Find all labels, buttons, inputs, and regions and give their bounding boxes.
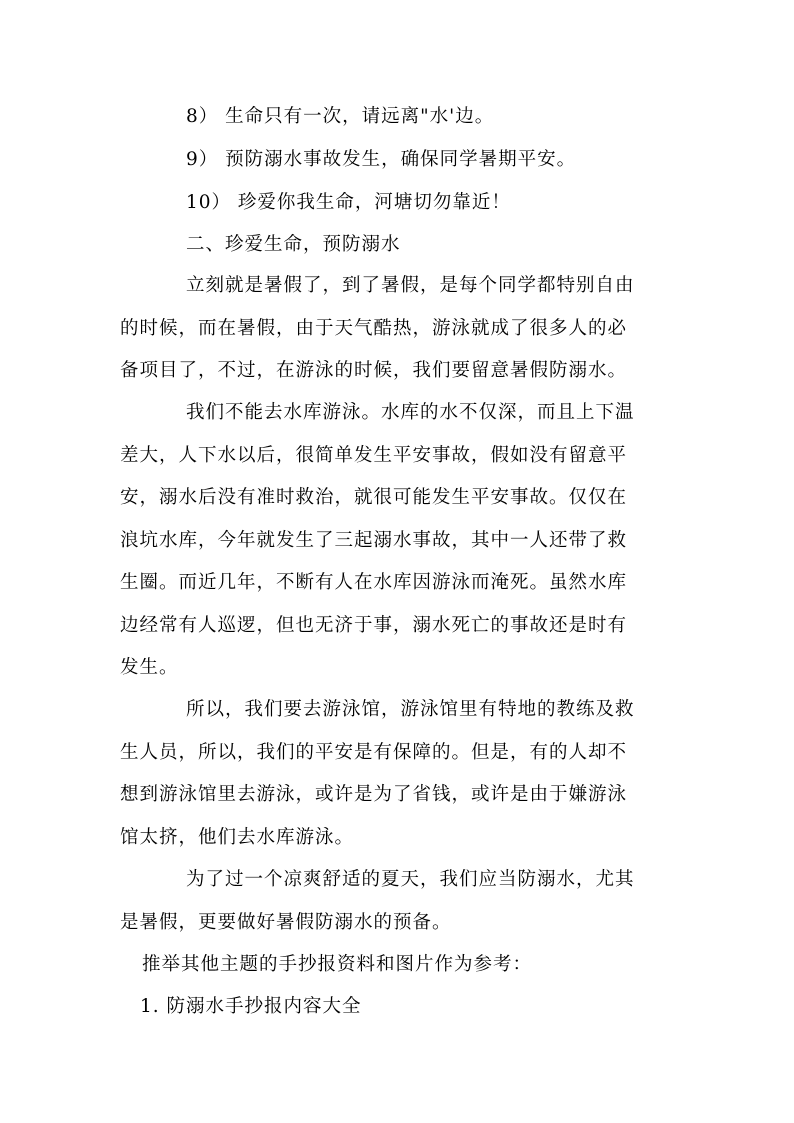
paragraph-3-line: 想到游泳馆里去游泳，或许是为了省钱，或许是由于嫌游泳: [120, 784, 628, 805]
paragraph-3-line: 所以，我们要去游泳馆，游泳馆里有特地的教练及救: [186, 699, 635, 720]
paragraph-4-line: 是暑假，更要做好暑假防溺水的预备。: [120, 912, 452, 933]
paragraph-4-line: 为了过一个凉爽舒适的夏天，我们应当防溺水，尤其: [186, 869, 635, 890]
paragraph-1-line: 备项目了，不过，在游泳的时候，我们要留意暑假防溺水。: [120, 360, 628, 381]
section-heading: 二、珍爱生命，预防溺水: [186, 234, 401, 255]
paragraph-2-line: 安，溺水后没有准时救治，就很可能发生平安事故。仅仅在: [120, 487, 628, 508]
paragraph-2-line: 发生。: [120, 657, 179, 678]
paragraph-1-line: 立刻就是暑假了，到了暑假，是每个同学都特别自由: [186, 275, 635, 296]
slogan-8: 8） 生命只有一次，请远离"水'边。: [186, 106, 495, 127]
paragraph-2-line: 我们不能去水库游泳。水库的水不仅深，而且上下温: [186, 402, 635, 423]
paragraph-2-line: 差大，人下水以后，很简单发生平安事故，假如没有留意平: [120, 445, 628, 466]
paragraph-2-line: 生圈。而近几年，不断有人在水库因游泳而淹死。虽然水库: [120, 572, 628, 593]
slogan-9: 9） 预防溺水事故发生，确保同学暑期平安。: [186, 149, 577, 170]
list-item: 1. 防溺水手抄报内容大全: [140, 996, 362, 1017]
paragraph-2-line: 边经常有人巡逻，但也无济于事，溺水死亡的事故还是时有: [120, 615, 628, 636]
slogan-10: 10） 珍爱你我生命，河塘切勿靠近！: [186, 192, 511, 213]
paragraph-3-line: 生人员，所以，我们的平安是有保障的。但是，有的人却不: [120, 742, 628, 763]
paragraph-1-line: 的时候，而在暑假，由于天气酷热，游泳就成了很多人的必: [120, 318, 628, 339]
recommend-text: 推举其他主题的手抄报资料和图片作为参考：: [142, 954, 533, 975]
paragraph-2-line: 浪坑水库，今年就发生了三起溺水事故，其中一人还带了救: [120, 530, 628, 551]
paragraph-3-line: 馆太挤，他们去水库游泳。: [120, 827, 355, 848]
